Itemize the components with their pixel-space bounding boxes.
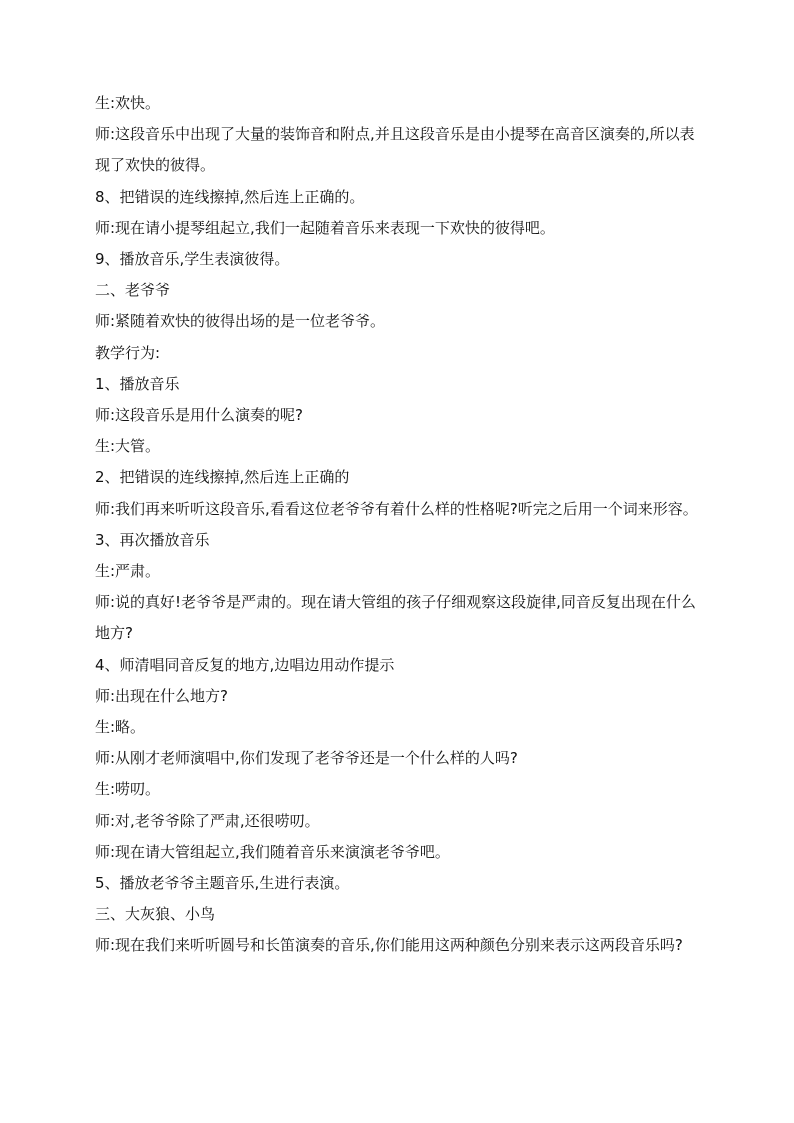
paragraph: 师:现在我们来听听圆号和长笛演奏的音乐,你们能用这两种颜色分别来表示这两段音乐吗?: [95, 936, 683, 955]
paragraph: 师:紧随着欢快的彼得出场的是一位老爷爷。: [95, 312, 386, 331]
paragraph: 师:从刚才老师演唱中,你们发现了老爷爷还是一个什么样的人吗?: [95, 749, 518, 768]
paragraph: 教学行为:: [95, 343, 161, 362]
section-heading: 三、大灰狼、小鸟: [95, 905, 216, 924]
section-heading: 二、老爷爷: [95, 281, 171, 300]
paragraph: 生:唠叨。: [95, 780, 161, 799]
paragraph: 8、把错误的连线擦掉,然后连上正确的。: [95, 187, 365, 206]
paragraph: 3、再次播放音乐: [95, 530, 210, 549]
paragraph: 生:大管。: [95, 437, 161, 456]
paragraph: 2、把错误的连线擦掉,然后连上正确的: [95, 468, 350, 487]
paragraph: 9、播放音乐,学生表演彼得。: [95, 250, 290, 269]
paragraph: 生:欢快。: [95, 94, 161, 112]
paragraph: 师:对,老爷爷除了严肃,还很唠叨。: [95, 811, 320, 830]
paragraph: 4、师清唱同音反复的地方,边唱边用动作提示: [95, 655, 395, 674]
paragraph: 生:严肃。: [95, 562, 161, 581]
paragraph: 师:现在请大管组起立,我们随着音乐来演演老爷爷吧。: [95, 842, 450, 861]
paragraph: 生:略。: [95, 718, 146, 737]
paragraph: 师:出现在什么地方?: [95, 686, 229, 705]
paragraph: 5、播放老爷爷主题音乐,生进行表演。: [95, 874, 350, 893]
document-body: [95, 88, 705, 962]
paragraph: 师:这段音乐中出现了大量的装饰音和附点,并且这段音乐是由小提琴在高音区演奏的,所以表现了欢快的彼得。: [95, 125, 695, 175]
paragraph: 师:我们再来听听这段音乐,看看这位老爷爷有着什么样的性格呢?听完之后用一个词来形容。: [95, 499, 698, 518]
paragraph: 1、播放音乐: [95, 374, 180, 393]
paragraph: 师:说的真好!老爷爷是严肃的。现在请大管组的孩子仔细观察这段旋律,同音反复出现在什么地方?: [95, 593, 696, 643]
paragraph: 师:这段音乐是用什么演奏的呢?: [95, 406, 304, 425]
paragraph: 师:现在请小提琴组起立,我们一起随着音乐来表现一下欢快的彼得吧。: [95, 218, 555, 237]
